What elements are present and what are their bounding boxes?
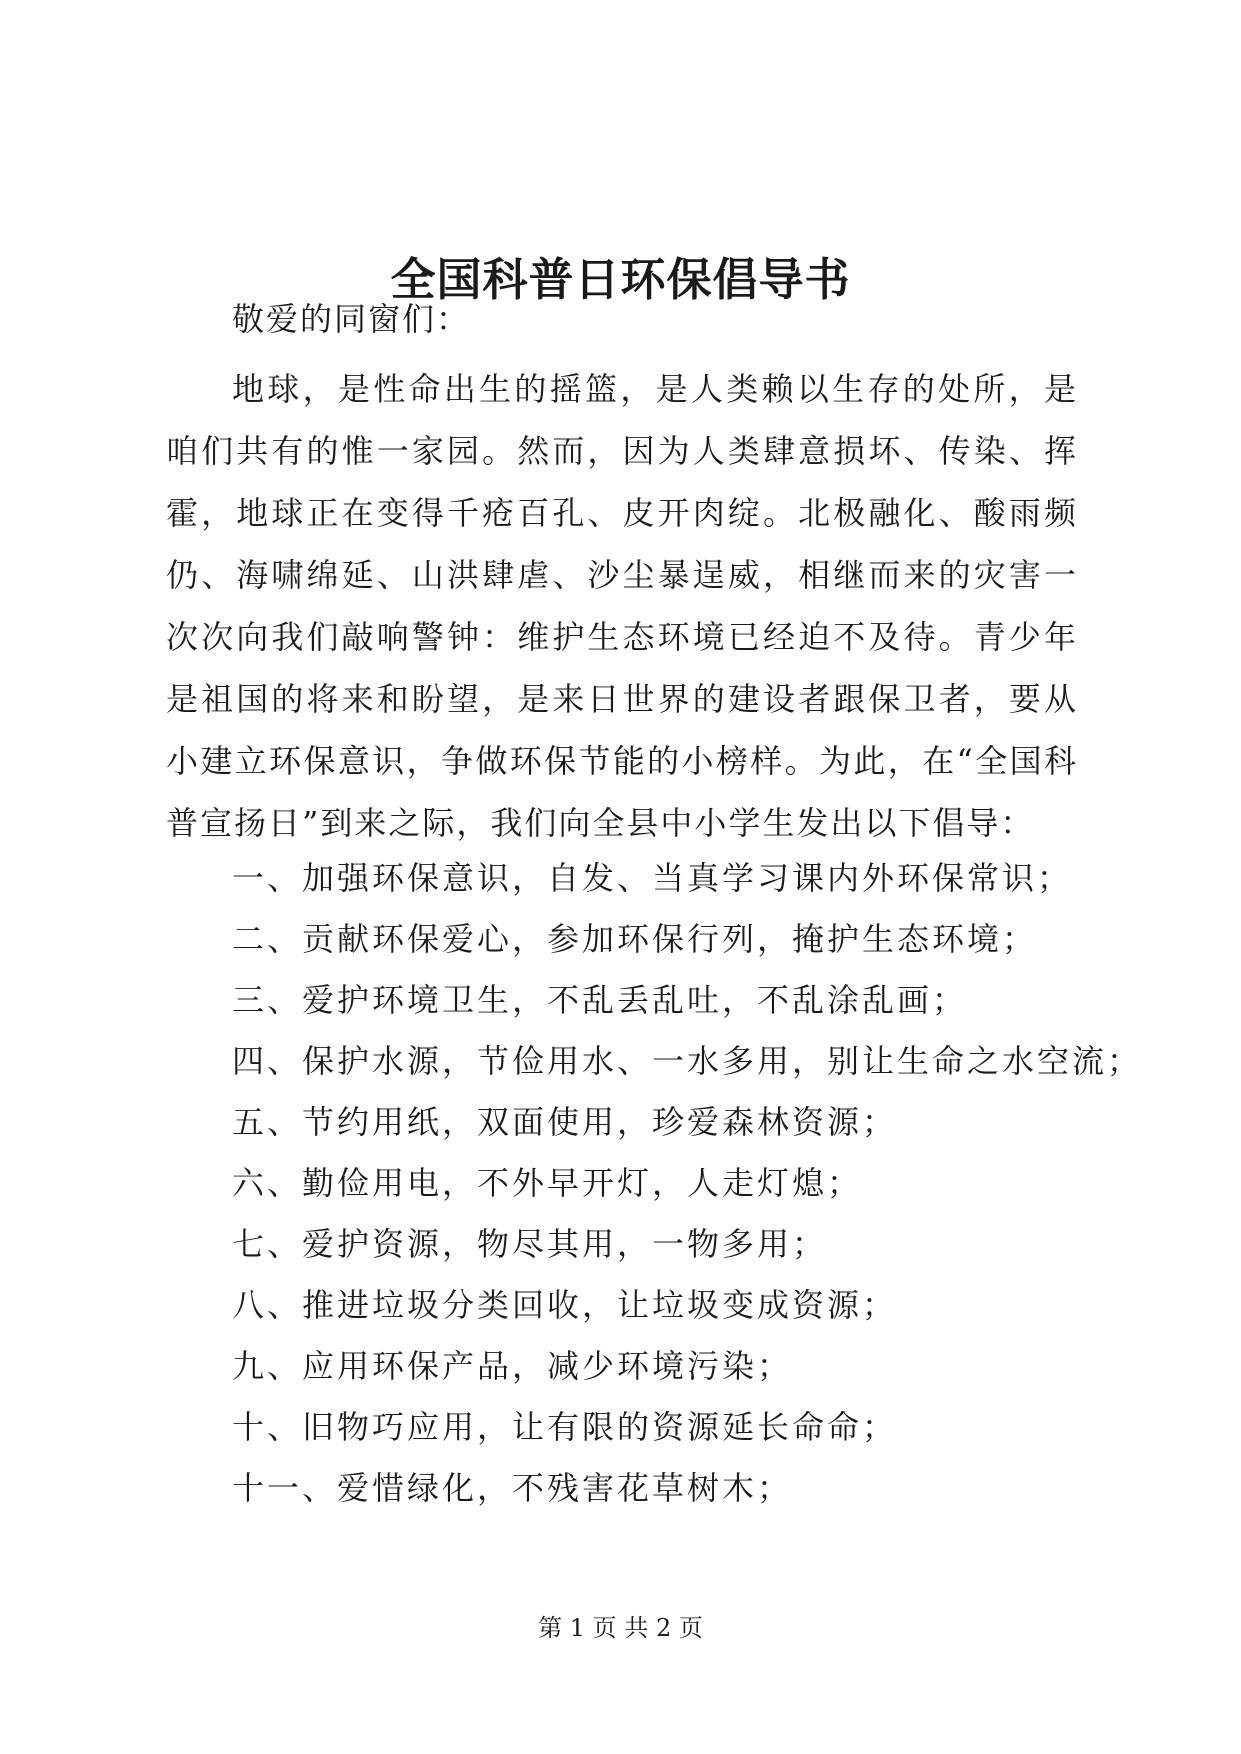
list-item: 九、应用环保产品，减少环境污染； xyxy=(232,1347,793,1385)
document-title: 全国科普日环保倡导书 xyxy=(390,253,851,307)
page-footer: 第 1 页 共 2 页 xyxy=(538,1614,703,1642)
list-item: 十一、爱惜绿化，不残害花草树木； xyxy=(232,1469,793,1507)
list-item: 十、旧物巧应用，让有限的资源延长命命； xyxy=(232,1408,898,1446)
list-item: 五、节约用纸，双面使用，珍爱森林资源； xyxy=(232,1103,898,1141)
list-item: 四、保护水源，节俭用水、一水多用，别让生命之水空流； xyxy=(232,1042,1143,1080)
list-item: 六、勤俭用电，不外早开灯，人走灯熄； xyxy=(232,1164,863,1202)
list-item: 一、加强环保意识，自发、当真学习课内外环保常识； xyxy=(232,859,1073,897)
body-paragraph: 地球，是性命出生的摇篮，是人类赖以生存的处所，是咱们共有的惟一家园。然而，因为人类肆意损坏、传染、挥霍，地球正在变得千疮百孔、皮开肉绽。北极融化、酸雨频仍、海啸绵延、山洪肆虐、沙尘暴逞威，相继而来的灾害一次次向我们敲响警钟：维护生态环境已经迫不及待。青少年是祖国的将来和盼望，是来日世界的建设者跟保卫者，要从小建立环保意识，争做环保节能的小榜样。为此，在“全国科普宣扬日”到来之际，我们向全县中小学生发出以下倡导： xyxy=(166,370,1078,842)
list-item: 七、爱护资源，物尽其用，一物多用； xyxy=(232,1225,828,1263)
greeting: 敬爱的同窗们： xyxy=(232,300,471,338)
list-item: 二、贡献环保爱心，参加环保行列，掩护生态环境； xyxy=(232,920,1038,958)
list-item: 三、爱护环境卫生，不乱丢乱吐，不乱涂乱画； xyxy=(232,981,968,1019)
proposal-list xyxy=(232,848,1142,1519)
list-item: 八、推进垃圾分类回收，让垃圾变成资源； xyxy=(232,1286,898,1324)
